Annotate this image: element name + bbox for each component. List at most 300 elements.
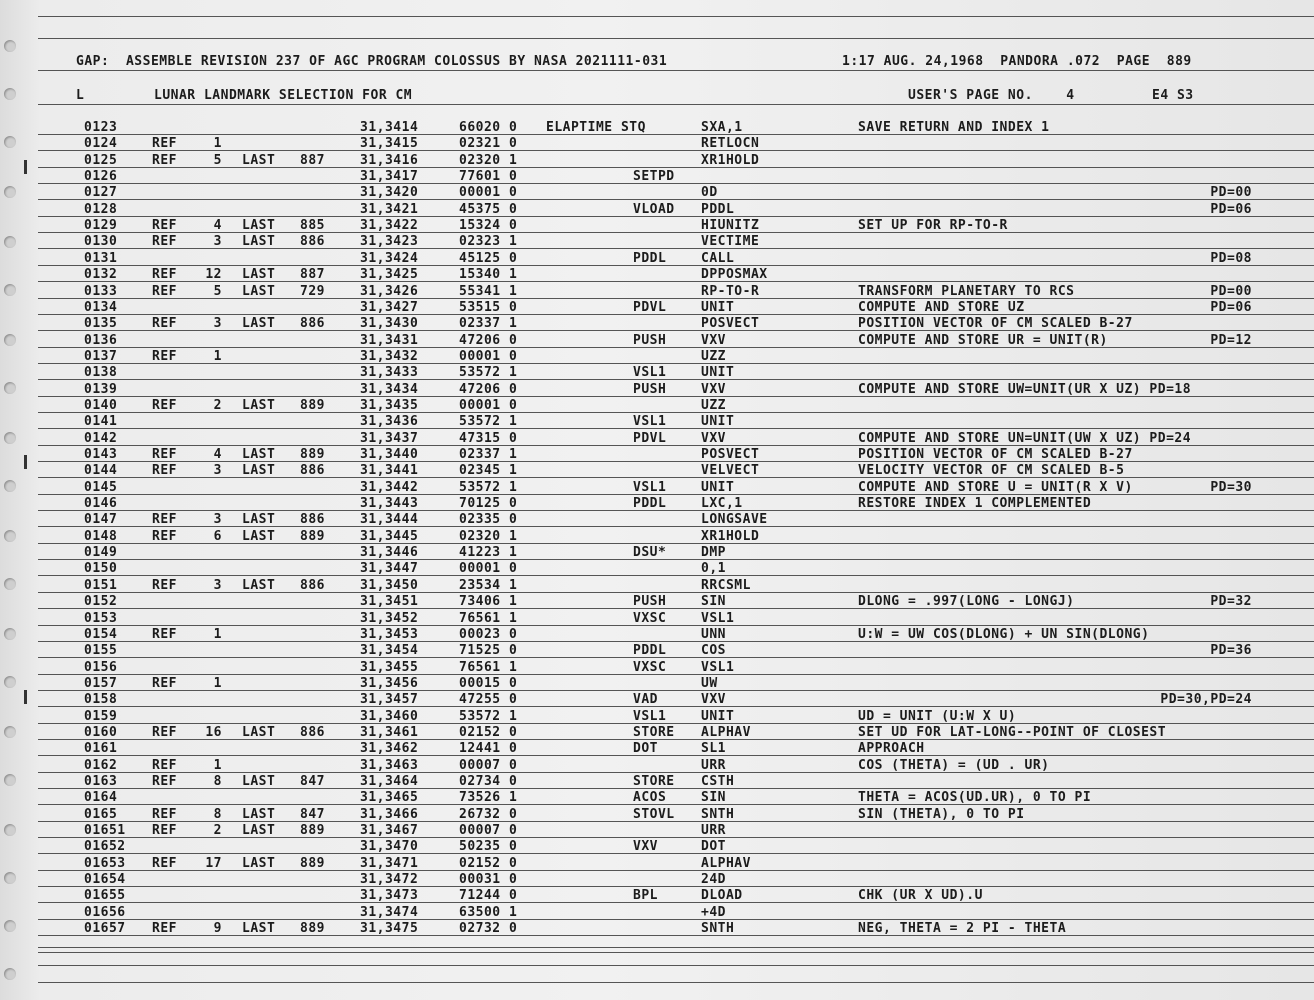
address: 31,3466 — [360, 806, 419, 822]
octal-word: 00001 0 — [459, 397, 518, 413]
ref-tag: REF — [152, 348, 177, 364]
comment: CHK (UR X UD).U — [858, 888, 983, 904]
listing-row — [0, 496, 1314, 512]
listing-row — [0, 349, 1314, 365]
listing-row — [0, 120, 1314, 136]
address: 31,3452 — [360, 610, 419, 626]
address: 31,3474 — [360, 904, 419, 920]
last-tag: LAST — [242, 316, 276, 332]
octal-word: 76561 1 — [459, 610, 518, 626]
operand: UNIT — [701, 414, 735, 430]
address: 31,3416 — [360, 152, 419, 168]
octal-word: 53572 1 — [459, 479, 518, 495]
operand: URR — [701, 823, 726, 839]
address: 31,3472 — [360, 872, 419, 888]
feed-hole — [4, 40, 16, 52]
octal-word: 26732 0 — [459, 806, 518, 822]
line-number: 0138 — [84, 365, 118, 381]
last-tag: LAST — [242, 234, 276, 250]
comment: SET UD FOR LAT-LONG--POINT OF CLOSEST — [858, 724, 1167, 740]
listing-row — [0, 872, 1314, 888]
last-page: 889 — [300, 823, 325, 839]
address: 31,3425 — [360, 267, 419, 283]
opcode: PDVL — [633, 299, 667, 315]
ref-count: 1 — [213, 757, 222, 773]
listing-row — [0, 774, 1314, 790]
opcode: PDDL — [633, 250, 667, 266]
line-number: 01657 — [84, 921, 126, 937]
octal-word: 02152 0 — [459, 855, 518, 871]
comment: RESTORE INDEX 1 COMPLEMENTED — [858, 496, 1092, 512]
rule-line — [38, 947, 1314, 948]
ref-count: 3 — [213, 512, 222, 528]
octal-word: 23534 1 — [459, 577, 518, 593]
push-down-note: PD=32 — [1210, 594, 1252, 610]
line-number: 0153 — [84, 610, 118, 626]
ref-tag: REF — [152, 463, 177, 479]
ref-tag: REF — [152, 316, 177, 332]
octal-word: 02320 1 — [459, 152, 518, 168]
listing-row — [0, 447, 1314, 463]
last-tag: LAST — [242, 267, 276, 283]
listing-row — [0, 660, 1314, 676]
line-number: 0162 — [84, 757, 118, 773]
line-number: 0165 — [84, 806, 118, 822]
address: 31,3435 — [360, 397, 419, 413]
address: 31,3454 — [360, 643, 419, 659]
label: ELAPTIME STQ — [546, 120, 646, 135]
comment: COMPUTE AND STORE UW=UNIT(UR X UZ) PD=18 — [858, 381, 1192, 397]
operand: SNTH — [701, 806, 735, 822]
operand: COS — [701, 643, 726, 659]
listing-row — [0, 300, 1314, 316]
operand: DOT — [701, 839, 726, 855]
address: 31,3462 — [360, 741, 419, 757]
address: 31,3475 — [360, 921, 419, 937]
last-tag: LAST — [242, 397, 276, 413]
listing-row — [0, 692, 1314, 708]
address: 31,3431 — [360, 332, 419, 348]
operand: 24D — [701, 872, 726, 888]
operand: POSVECT — [701, 316, 760, 332]
octal-word: 47206 0 — [459, 381, 518, 397]
ref-count: 1 — [213, 136, 222, 152]
opcode: STORE — [633, 724, 675, 740]
line-number: 0144 — [84, 463, 118, 479]
operand: RP-TO-R — [701, 283, 760, 299]
address: 31,3441 — [360, 463, 419, 479]
last-page: 886 — [300, 234, 325, 250]
listing-row — [0, 382, 1314, 398]
operand: CALL — [701, 250, 735, 266]
rule-line — [38, 104, 1314, 105]
octal-word: 47315 0 — [459, 430, 518, 446]
octal-word: 76561 1 — [459, 659, 518, 675]
line-number: 0139 — [84, 381, 118, 397]
line-number: 0154 — [84, 626, 118, 642]
octal-word: 45125 0 — [459, 250, 518, 266]
line-number: 0156 — [84, 659, 118, 675]
comment: COMPUTE AND STORE UZ — [858, 299, 1025, 315]
address: 31,3442 — [360, 479, 419, 495]
last-tag: LAST — [242, 447, 276, 462]
address: 31,3436 — [360, 414, 419, 430]
comment: SET UP FOR RP-TO-R — [858, 218, 1008, 234]
line-number: 0150 — [84, 561, 118, 577]
address: 31,3423 — [360, 234, 419, 250]
comment: COMPUTE AND STORE UR = UNIT(R) — [858, 332, 1108, 348]
octal-word: 41223 1 — [459, 545, 518, 561]
operand: POSVECT — [701, 447, 760, 462]
ref-count: 12 — [205, 267, 222, 283]
ref-count: 17 — [205, 855, 222, 871]
comment: THETA = ACOS(UD.UR), 0 TO PI — [858, 790, 1092, 806]
line-number: 01654 — [84, 872, 126, 888]
operand: XR1HOLD — [701, 528, 760, 544]
ref-count: 3 — [213, 577, 222, 593]
ref-count: 3 — [213, 316, 222, 332]
line-number: 0146 — [84, 496, 118, 512]
line-number: 0145 — [84, 479, 118, 495]
ref-tag: REF — [152, 447, 177, 462]
line-number: 0124 — [84, 136, 118, 152]
address: 31,3440 — [360, 447, 419, 462]
listing-row — [0, 234, 1314, 250]
ref-tag: REF — [152, 921, 177, 937]
line-number: 0160 — [84, 724, 118, 740]
address: 31,3420 — [360, 185, 419, 201]
address: 31,3424 — [360, 250, 419, 266]
ref-count: 5 — [213, 283, 222, 299]
address: 31,3450 — [360, 577, 419, 593]
ref-tag: REF — [152, 675, 177, 691]
user-page-number: USER'S PAGE NO. 4 — [908, 88, 1075, 103]
octal-word: 47206 0 — [459, 332, 518, 348]
rule-line — [38, 16, 1314, 17]
ref-count: 9 — [213, 921, 222, 937]
address: 31,3461 — [360, 724, 419, 740]
opcode: BPL — [633, 888, 658, 904]
ref-tag: REF — [152, 855, 177, 871]
listing-row — [0, 463, 1314, 479]
listing-row — [0, 676, 1314, 692]
last-tag: LAST — [242, 152, 276, 168]
listing-row — [0, 627, 1314, 643]
comment: SAVE RETURN AND INDEX 1 — [858, 120, 1050, 135]
ref-tag: REF — [152, 136, 177, 152]
octal-word: 15340 1 — [459, 267, 518, 283]
page-code: E4 S3 — [1152, 88, 1194, 103]
operand: UNIT — [701, 299, 735, 315]
line-number: 0142 — [84, 430, 118, 446]
ref-tag: REF — [152, 577, 177, 593]
last-page: 887 — [300, 152, 325, 168]
rule-line — [38, 965, 1314, 966]
octal-word: 02337 1 — [459, 316, 518, 332]
feed-hole — [4, 88, 16, 100]
last-tag: LAST — [242, 724, 276, 740]
push-down-note: PD=36 — [1210, 643, 1252, 659]
ref-tag: REF — [152, 774, 177, 789]
listing-row — [0, 251, 1314, 267]
octal-word: 53572 1 — [459, 708, 518, 724]
push-down-note: PD=00 — [1210, 283, 1252, 299]
rule-line — [38, 982, 1314, 983]
opcode: VXSC — [633, 659, 667, 675]
line-number: 01652 — [84, 839, 126, 855]
octal-word: 02320 1 — [459, 528, 518, 544]
octal-word: 00001 0 — [459, 348, 518, 364]
operand: 0,1 — [701, 561, 726, 577]
operand: VXV — [701, 430, 726, 446]
opcode: VSL1 — [633, 414, 667, 430]
address: 31,3432 — [360, 348, 419, 364]
last-page: 886 — [300, 512, 325, 528]
operand: PDDL — [701, 201, 735, 217]
listing-row — [0, 790, 1314, 806]
comment: TRANSFORM PLANETARY TO RCS — [858, 283, 1075, 299]
listing-row — [0, 578, 1314, 594]
line-number: 0157 — [84, 675, 118, 691]
opcode: ACOS — [633, 790, 667, 806]
octal-word: 66020 0 — [459, 120, 518, 135]
listing-row — [0, 136, 1314, 152]
operand: SIN — [701, 594, 726, 610]
opcode: VSL1 — [633, 365, 667, 381]
listing-row — [0, 431, 1314, 447]
octal-word: 02152 0 — [459, 724, 518, 740]
octal-word: 00007 0 — [459, 823, 518, 839]
octal-word: 15324 0 — [459, 218, 518, 234]
operand: LXC,1 — [701, 496, 743, 512]
operand: ALPHAV — [701, 724, 751, 740]
comment: UD = UNIT (U:W X U) — [858, 708, 1017, 724]
operand: ALPHAV — [701, 855, 751, 871]
address: 31,3456 — [360, 675, 419, 691]
listing-row — [0, 414, 1314, 430]
ref-tag: REF — [152, 283, 177, 299]
operand: SIN — [701, 790, 726, 806]
listing-row — [0, 284, 1314, 300]
operand: VSL1 — [701, 659, 735, 675]
push-down-note: PD=12 — [1210, 332, 1252, 348]
listing-row — [0, 333, 1314, 349]
operand: DPPOSMAX — [701, 267, 768, 283]
address: 31,3446 — [360, 545, 419, 561]
operand: CSTH — [701, 774, 735, 789]
comment: DLONG = .997(LONG - LONGJ) — [858, 594, 1075, 610]
operand: UW — [701, 675, 718, 691]
last-tag: LAST — [242, 283, 276, 299]
operand: VXV — [701, 332, 726, 348]
line-number: 01651 — [84, 823, 126, 839]
line-number: 0131 — [84, 250, 118, 266]
ref-tag: REF — [152, 267, 177, 283]
address: 31,3421 — [360, 201, 419, 217]
octal-word: 02732 0 — [459, 921, 518, 937]
opcode: VSL1 — [633, 479, 667, 495]
octal-word: 00001 0 — [459, 561, 518, 577]
last-tag: LAST — [242, 921, 276, 937]
ref-tag: REF — [152, 724, 177, 740]
octal-word: 02337 1 — [459, 447, 518, 462]
comment: COMPUTE AND STORE UN=UNIT(UW X UZ) PD=24 — [858, 430, 1192, 446]
line-number: 0133 — [84, 283, 118, 299]
last-tag: LAST — [242, 218, 276, 234]
line-number: 0127 — [84, 185, 118, 201]
address: 31,3463 — [360, 757, 419, 773]
last-tag: LAST — [242, 463, 276, 479]
ref-tag: REF — [152, 626, 177, 642]
opcode: PUSH — [633, 332, 667, 348]
operand: LONGSAVE — [701, 512, 768, 528]
last-page: 886 — [300, 577, 325, 593]
ref-count: 8 — [213, 774, 222, 789]
address: 31,3434 — [360, 381, 419, 397]
opcode: SETPD — [633, 169, 675, 185]
address: 31,3465 — [360, 790, 419, 806]
listing-row — [0, 921, 1314, 937]
octal-word: 02345 1 — [459, 463, 518, 479]
octal-word: 00015 0 — [459, 675, 518, 691]
listing-row — [0, 856, 1314, 872]
listing-row — [0, 611, 1314, 627]
comment: APPROACH — [858, 741, 925, 757]
address: 31,3460 — [360, 708, 419, 724]
push-down-note: PD=00 — [1210, 185, 1252, 201]
address: 31,3455 — [360, 659, 419, 675]
operand: VSL1 — [701, 610, 735, 626]
last-page: 886 — [300, 724, 325, 740]
address: 31,3430 — [360, 316, 419, 332]
operand: XR1HOLD — [701, 152, 760, 168]
operand: SL1 — [701, 741, 726, 757]
operand: DLOAD — [701, 888, 743, 904]
address: 31,3437 — [360, 430, 419, 446]
address: 31,3467 — [360, 823, 419, 839]
operand: UNN — [701, 626, 726, 642]
octal-word: 02734 0 — [459, 774, 518, 789]
address: 31,3417 — [360, 169, 419, 185]
last-page: 886 — [300, 316, 325, 332]
operand: URR — [701, 757, 726, 773]
ref-tag: REF — [152, 512, 177, 528]
opcode: VAD — [633, 692, 658, 708]
address: 31,3444 — [360, 512, 419, 528]
comment: POSITION VECTOR OF CM SCALED B-27 — [858, 447, 1133, 462]
opcode: VXV — [633, 839, 658, 855]
octal-word: 71244 0 — [459, 888, 518, 904]
comment: COMPUTE AND STORE U = UNIT(R X V) — [858, 479, 1133, 495]
ref-tag: REF — [152, 806, 177, 822]
operand: HIUNITZ — [701, 218, 760, 234]
line-number: 0136 — [84, 332, 118, 348]
comment: SIN (THETA), 0 TO PI — [858, 806, 1025, 822]
comment: VELOCITY VECTOR OF CM SCALED B-5 — [858, 463, 1125, 479]
operand: UNIT — [701, 479, 735, 495]
line-number: 0148 — [84, 528, 118, 544]
line-number: 01656 — [84, 904, 126, 920]
opcode: PDDL — [633, 643, 667, 659]
octal-word: 02321 0 — [459, 136, 518, 152]
listing-row — [0, 725, 1314, 741]
ref-tag: REF — [152, 823, 177, 839]
ref-count: 8 — [213, 806, 222, 822]
line-number: 0155 — [84, 643, 118, 659]
operand: VXV — [701, 381, 726, 397]
last-page: 886 — [300, 463, 325, 479]
opcode: PDVL — [633, 430, 667, 446]
operand: VECTIME — [701, 234, 760, 250]
comment: POSITION VECTOR OF CM SCALED B-27 — [858, 316, 1133, 332]
last-tag: LAST — [242, 774, 276, 789]
print-date-page: 1:17 AUG. 24,1968 PANDORA .072 PAGE 889 — [842, 54, 1192, 69]
ref-count: 2 — [213, 823, 222, 839]
last-page: 847 — [300, 774, 325, 789]
operand: RETLOCN — [701, 136, 760, 152]
address: 31,3445 — [360, 528, 419, 544]
ref-count: 1 — [213, 675, 222, 691]
ref-tag: REF — [152, 234, 177, 250]
log-marker: L — [76, 88, 85, 103]
address: 31,3470 — [360, 839, 419, 855]
octal-word: 00007 0 — [459, 757, 518, 773]
octal-word: 55341 1 — [459, 283, 518, 299]
octal-word: 53572 1 — [459, 365, 518, 381]
listing-row — [0, 202, 1314, 218]
listing-row — [0, 807, 1314, 823]
rule-line — [38, 70, 1314, 71]
listing-row — [0, 185, 1314, 201]
last-page: 887 — [300, 267, 325, 283]
operand: 0D — [701, 185, 718, 201]
opcode: STORE — [633, 774, 675, 789]
comment: U:W = UW COS(DLONG) + UN SIN(DLONG) — [858, 626, 1150, 642]
listing-row — [0, 594, 1314, 610]
ref-tag: REF — [152, 757, 177, 773]
last-page: 889 — [300, 397, 325, 413]
listing-row — [0, 398, 1314, 414]
address: 31,3451 — [360, 594, 419, 610]
ref-count: 1 — [213, 348, 222, 364]
push-down-note: PD=08 — [1210, 250, 1252, 266]
last-tag: LAST — [242, 512, 276, 528]
ref-count: 3 — [213, 463, 222, 479]
line-number: 0158 — [84, 692, 118, 708]
line-number: 0128 — [84, 201, 118, 217]
address: 31,3457 — [360, 692, 419, 708]
operand: UZZ — [701, 397, 726, 413]
last-page: 889 — [300, 855, 325, 871]
line-number: 01655 — [84, 888, 126, 904]
line-number: 0140 — [84, 397, 118, 413]
line-number: 01653 — [84, 855, 126, 871]
opcode: VLOAD — [633, 201, 675, 217]
operand: UNIT — [701, 708, 735, 724]
line-number: 0123 — [84, 120, 118, 135]
push-down-note: PD=30 — [1210, 479, 1252, 495]
opcode: VXSC — [633, 610, 667, 626]
operand: UNIT — [701, 365, 735, 381]
last-page: 729 — [300, 283, 325, 299]
ref-count: 5 — [213, 152, 222, 168]
line-number: 0129 — [84, 218, 118, 234]
listing-row — [0, 709, 1314, 725]
ref-count: 16 — [205, 724, 222, 740]
last-page: 889 — [300, 528, 325, 544]
octal-word: 53572 1 — [459, 414, 518, 430]
assembly-header: GAP: ASSEMBLE REVISION 237 OF AGC PROGRAM COLOSSUS BY NASA 2021111-031 — [76, 54, 668, 69]
